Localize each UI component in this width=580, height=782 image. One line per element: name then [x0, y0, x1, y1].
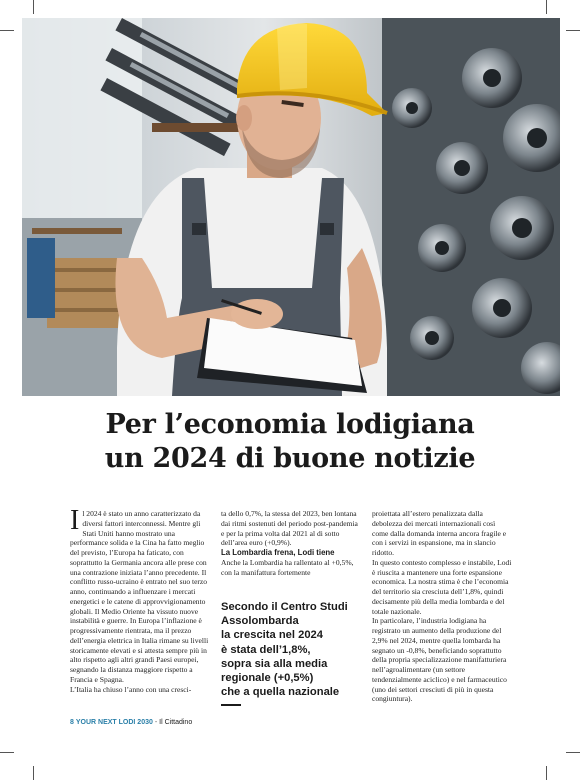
article-column-3: [372, 509, 512, 704]
pull-quote-line: è stata dell’1,8%,: [221, 643, 311, 656]
pull-quote-line: che a quella nazionale: [221, 686, 340, 699]
crop-mark: [546, 0, 547, 14]
publisher-name: Il Cittadino: [159, 719, 193, 726]
article-headline: [40, 408, 540, 476]
pull-quote-line: Assolombarda: [221, 615, 299, 628]
article-column-1: [70, 505, 210, 694]
crop-mark: [0, 752, 14, 753]
page-number: 8: [70, 719, 74, 726]
article-paragraph: L’Italia ha chiuso l’anno con una cresci-: [70, 684, 192, 694]
article-paragraph: In particolare, l’industria lodigiana ha registrato un aumento della produzione del 2,9% nel 2024, mentre quella lombarda ha segnato un -0,8%, beneficiando soprattutto della propria specializzazione manifatturiera nell’agroalimentare (un settore tendenzialmente aciclico) e nel farmaceutico (uno dei settori cresciuti di più in questa congiuntura).: [372, 616, 507, 704]
section-subhead: La Lombardia frena, Lodi tiene: [221, 548, 335, 557]
paragraph-text: l 2024 è stato un anno caratterizzato da diversi fattori interconnessi. Mentre gli Stati Uniti hanno mostrato una performance solida e la Cina ha fatto meglio del previsto, l’Europa ha faticato, con soprattutto la Germania ancora alle prese con una contrazione iniziata l’anno precedente. Il conflitto russo-ucraino è entrato nel suo terzo anno, continuando a influenzare i mercati energetici e le catene di approvvigionamento globali. Il Medio Oriente ha vissuto nuove instabilità e guerre. In Europa l’inflazione è progressivamente rientrata, ma il prezzo dell’energia elettrica in Italia rimane su livelli storicamente elevati e si attesta sempre più in alto rispetto agli altri grandi Paesi europei, segnando la distanza maggiore rispetto a Francia e Spagna.: [70, 509, 209, 684]
article-paragraph: Anche la Lombardia ha rallentato al +0,5%, con la manifattura fortemente: [221, 557, 354, 577]
pull-quote-line: regionale (+0,5%): [221, 672, 314, 685]
pull-quote-line: Secondo il Centro Studi: [221, 601, 348, 613]
footer-separator: -: [154, 719, 158, 726]
crop-mark: [33, 766, 34, 780]
article-paragraph: [70, 505, 210, 685]
article-column-2: [221, 509, 361, 577]
headline-line-1: Per l’economia lodigiana: [105, 409, 475, 440]
crop-mark: [566, 752, 580, 753]
article-paragraph: proiettata all’estero penalizzata dalla debolezza dei mercati internazionali così come dalla domanda interna ancora fragile e con i servizi in espansione, ma in slancio ridotto.: [372, 509, 507, 557]
crop-mark: [566, 30, 580, 31]
pull-quote-line: la crescita nel 2024: [221, 629, 324, 642]
article-paragraph: ta dello 0,7%, la stessa del 2023, ben lontana dai ritmi sostenuti del periodo post-pandemia e per la prima volta dal 2021 al di sotto dell’area euro (+0,9%).: [221, 509, 358, 548]
drop-cap: I: [70, 505, 80, 536]
pull-quote-rule: [221, 704, 241, 706]
crop-mark: [0, 30, 14, 31]
article-paragraph: In questo contesto complesso e instabile, Lodi è riuscita a mantenere una forte espansione economica. La nostra stima è che l’economia del territorio sia cresciuta dell’1,8%, quindi decisamente più della media lombarda e del totale nazionale.: [372, 557, 512, 616]
page-footer: [70, 719, 192, 726]
pull-quote: [221, 600, 361, 699]
hero-photo: [22, 18, 560, 396]
crop-mark: [33, 0, 34, 14]
crop-mark: [546, 766, 547, 780]
pull-quote-line: sopra sia alla media: [221, 657, 328, 670]
headline-line-2: un 2024 di buone notizie: [104, 443, 476, 474]
magazine-name: YOUR NEXT LODI 2030: [75, 719, 153, 726]
